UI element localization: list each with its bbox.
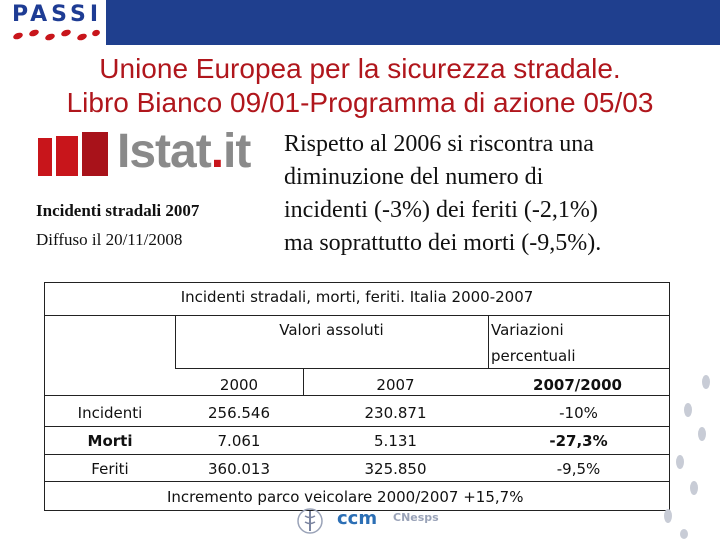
passi-logo <box>6 2 102 44</box>
ccm-logo: ccm <box>337 508 378 529</box>
col-header-2000: 2000 <box>219 376 259 394</box>
table-rule <box>45 426 669 427</box>
footer-logos <box>295 507 445 537</box>
col-header-variation: 2007/2000 <box>533 376 622 394</box>
cell-incidenti-variation: -10% <box>559 404 598 422</box>
note-line: incidenti (-3%) dei feriti (-2,1%) <box>284 197 598 223</box>
cell-morti-2007: 5.131 <box>374 432 417 450</box>
cnesps-logo: CNesps <box>393 511 439 524</box>
cell-morti-variation: -27,3% <box>549 432 608 450</box>
summary-note <box>284 128 684 260</box>
table-rule <box>488 315 489 368</box>
caduceus-icon <box>295 507 325 535</box>
table-rule <box>45 454 669 455</box>
note-line: Rispetto al 2006 si riscontra una <box>284 131 594 157</box>
cell-feriti-variation: -9,5% <box>556 460 601 478</box>
group-variation-line1: Variazioni <box>491 321 564 339</box>
note-line: diminuzione del numero di <box>284 164 544 190</box>
cell-feriti-2000: 360.013 <box>207 460 271 478</box>
data-table <box>44 282 670 511</box>
table-rule <box>45 315 669 316</box>
table-rule <box>175 368 669 369</box>
table-rule <box>45 481 669 482</box>
source-report: Incidenti stradali 2007 <box>36 201 200 220</box>
row-label-incidenti: Incidenti <box>77 404 143 422</box>
col-header-2007: 2007 <box>376 376 415 394</box>
source-date: Diffuso il 20/11/2008 <box>36 230 183 249</box>
cell-incidenti-2000: 256.546 <box>207 404 271 422</box>
footprints-trail-icon <box>640 370 720 540</box>
group-absolute-values: Valori assoluti <box>279 321 384 339</box>
title-line-1: Unione Europea per la sicurezza stradale. <box>99 53 621 84</box>
row-label-feriti: Feriti <box>91 460 129 478</box>
table-footer: Incremento parco veicolare 2000/2007 +15,7% <box>167 488 524 506</box>
istat-logo <box>38 125 251 186</box>
note-line: ma soprattutto dei morti (-9,5%). <box>284 230 602 256</box>
group-variation-line2: percentuali <box>491 347 576 365</box>
cell-feriti-2007: 325.850 <box>364 460 427 478</box>
istat-mark-icon <box>38 132 110 180</box>
table-caption: Incidenti stradali, morti, feriti. Italia 2000-2007 <box>180 288 534 306</box>
row-label-morti: Morti <box>87 432 133 450</box>
footprints-icon <box>10 26 102 44</box>
cell-incidenti-2007: 230.871 <box>364 404 427 422</box>
passi-logo-text: PASSI <box>12 2 103 27</box>
cell-morti-2000: 7.061 <box>217 432 261 450</box>
header-bar <box>106 0 720 45</box>
istat-logo-text: Istat.it <box>117 125 251 178</box>
title-line-2: Libro Bianco 09/01-Programma di azione 05/03 <box>66 87 654 118</box>
table-rule <box>45 395 669 396</box>
